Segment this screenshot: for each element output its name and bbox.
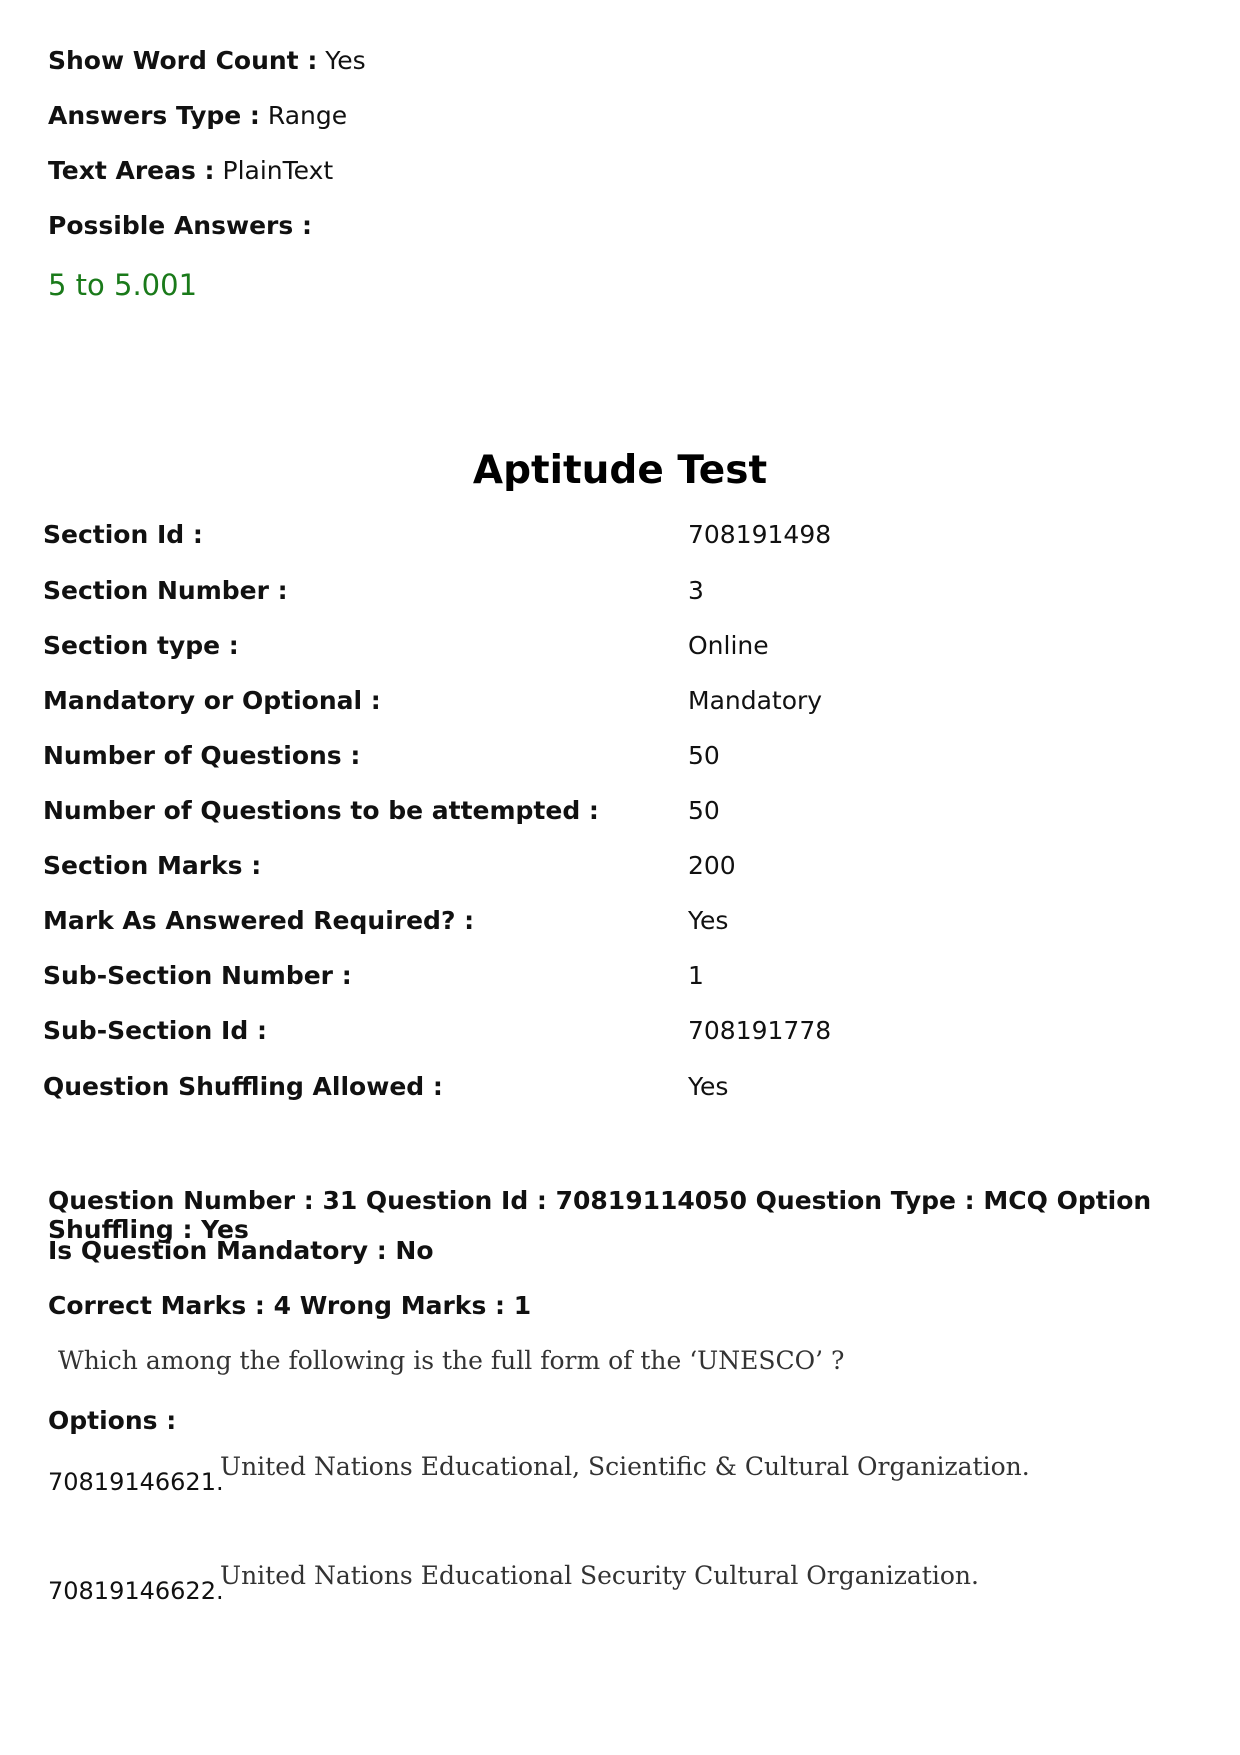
section-row-label: Number of Questions : bbox=[43, 741, 361, 770]
section-row-value: Online bbox=[688, 631, 769, 660]
option-id: 70819146621. bbox=[48, 1468, 224, 1496]
section-row-value: 50 bbox=[688, 796, 720, 825]
option-text: United Nations Educational Security Cultural Organization. bbox=[220, 1561, 979, 1590]
field-show-word-count bbox=[48, 46, 366, 76]
section-row-label: Section Marks : bbox=[43, 851, 262, 880]
section-row bbox=[43, 741, 1193, 775]
field-possible-answers bbox=[48, 211, 312, 241]
section-row bbox=[43, 851, 1193, 885]
section-row-label: Sub-Section Number : bbox=[43, 961, 352, 990]
field-label: Text Areas : bbox=[48, 156, 215, 185]
section-row-value: Mandatory bbox=[688, 686, 823, 715]
section-row-label: Mandatory or Optional : bbox=[43, 686, 381, 715]
section-row-value: 3 bbox=[688, 576, 704, 605]
field-text-areas bbox=[48, 156, 333, 186]
section-row bbox=[43, 961, 1193, 995]
section-row-value: 50 bbox=[688, 741, 720, 770]
section-row-label: Section Id : bbox=[43, 520, 203, 549]
question-mandatory: Is Question Mandatory : No bbox=[48, 1236, 434, 1265]
question-text: Which among the following is the full form of the ‘UNESCO’ ? bbox=[58, 1346, 845, 1375]
section-row bbox=[43, 1016, 1193, 1050]
section-row bbox=[43, 906, 1193, 940]
section-row bbox=[43, 686, 1193, 720]
section-row-value: 708191498 bbox=[688, 520, 832, 549]
section-row-label: Mark As Answered Required? : bbox=[43, 906, 475, 935]
field-value: Range bbox=[267, 101, 348, 130]
field-label: Answers Type : bbox=[48, 101, 260, 130]
section-row-label: Sub-Section Id : bbox=[43, 1016, 267, 1045]
section-row bbox=[43, 631, 1193, 665]
question-marks: Correct Marks : 4 Wrong Marks : 1 bbox=[48, 1291, 532, 1320]
option-id: 70819146622. bbox=[48, 1577, 224, 1605]
field-label: Possible Answers : bbox=[48, 211, 312, 240]
section-row-label: Section type : bbox=[43, 631, 239, 660]
question-header: Question Number : 31 Question Id : 70819114050 Question Type : MCQ Option Shuffling : Yes bbox=[48, 1186, 1152, 1244]
field-value: PlainText bbox=[222, 156, 334, 185]
section-title: Aptitude Test bbox=[472, 448, 768, 493]
section-row bbox=[43, 520, 1193, 554]
section-row-value: 1 bbox=[688, 961, 704, 990]
section-row-value: 200 bbox=[688, 851, 736, 880]
section-row-value: 708191778 bbox=[688, 1016, 832, 1045]
options-label: Options : bbox=[48, 1406, 177, 1435]
field-answers-type bbox=[48, 101, 347, 131]
field-value: Yes bbox=[325, 46, 366, 75]
section-row bbox=[43, 1072, 1193, 1106]
section-row-value: Yes bbox=[688, 906, 729, 935]
section-row-label: Number of Questions to be attempted : bbox=[43, 796, 599, 825]
section-row-label: Section Number : bbox=[43, 576, 288, 605]
field-label: Show Word Count : bbox=[48, 46, 318, 75]
option-text: United Nations Educational, Scientific & Cultural Organization. bbox=[220, 1452, 1030, 1481]
possible-answer-value: 5 to 5.001 bbox=[48, 268, 198, 302]
section-row bbox=[43, 796, 1193, 830]
section-row-label: Question Shuffling Allowed : bbox=[43, 1072, 443, 1101]
section-row-value: Yes bbox=[688, 1072, 729, 1101]
section-row bbox=[43, 576, 1193, 610]
